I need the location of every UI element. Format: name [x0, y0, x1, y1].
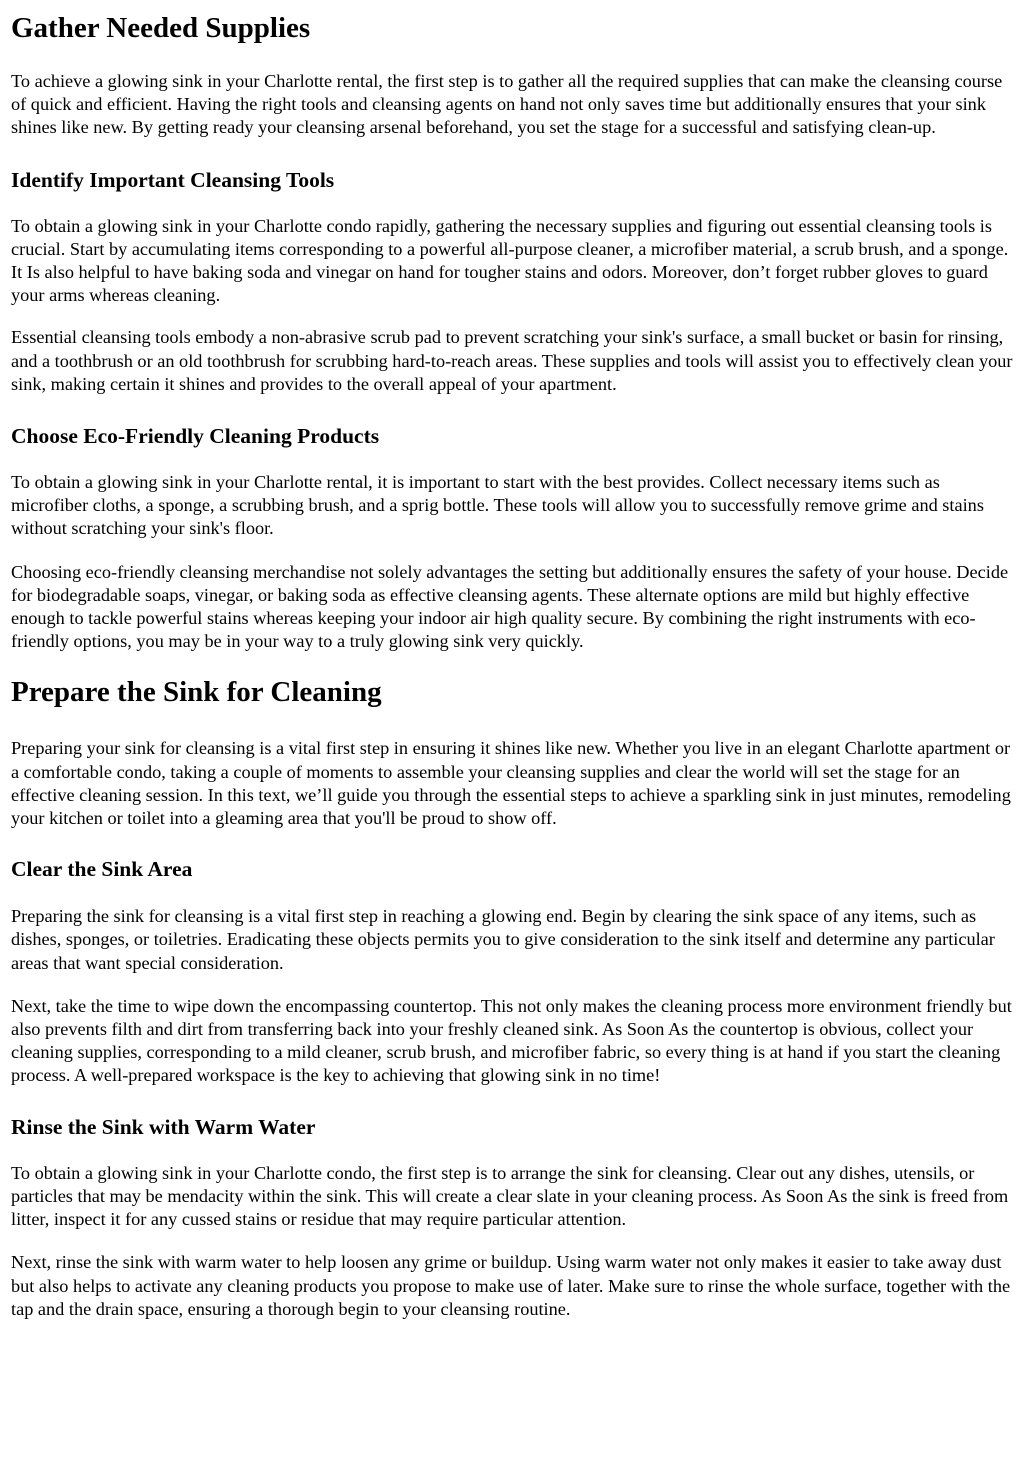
- paragraph-eco-friendly-2: Choosing eco-friendly cleansing merchandise not solely advantages the setting but additionally ensures the safety of your house. Decide for biodegradable soaps, vinegar, or baking soda as effective cleansing agents. These alternate options are mild but highly effective enough to tackle powerful stains whereas keeping your indoor air high quality secure. By combining the right instruments with eco-friendly options, you may be in your way to a truly glowing sink very quickly.: [11, 561, 1009, 652]
- subsection-heading-clear-sink-area: Clear the Sink Area: [11, 857, 193, 882]
- paragraph-clear-sink-1: Preparing the sink for cleansing is a vital first step in reaching a glowing end. Begin by clearing the sink space of any items, such as dishes, sponges, or toiletries. Eradicating these objects permits you to give consideration to the sink itself and determine any particular areas that want special consideration.: [11, 906, 995, 973]
- article: [11, 11, 1014, 1321]
- subsection-heading-identify-tools: Identify Important Cleansing Tools: [11, 167, 335, 192]
- section-heading-prepare-sink: Prepare the Sink for Cleaning: [11, 676, 382, 709]
- subsection-heading-eco-friendly: Choose Eco-Friendly Cleaning Products: [11, 424, 380, 449]
- paragraph-prepare-intro: Preparing your sink for cleansing is a vital first step in ensuring it shines like new. Whether you live in an elegant Charlotte apartment or a comfortable condo, taking a couple of moments to assemble your cleansing supplies and clear the world will set the stage for an effective cleaning session. In this text, we’ll guide you through the essential steps to achieve a sparkling sink in just minutes, remodeling your kitchen or toilet into a gleaming area that you'll be proud to show off.: [11, 738, 1011, 829]
- paragraph-gather-intro: To achieve a glowing sink in your Charlotte rental, the first step is to gather all the required supplies that can make the cleansing course of quick and efficient. Having the right tools and cleansing agents on hand not only saves time but additionally ensures that your sink shines like new. By getting ready your cleansing arsenal beforehand, you set the stage for a successful and satisfying clean-up.: [11, 71, 1003, 138]
- section-heading-gather-supplies: Gather Needed Supplies: [11, 12, 311, 44]
- paragraph-identify-tools-2: Essential cleansing tools embody a non-abrasive scrub pad to prevent scratching your sink's surface, a small bucket or basin for rinsing, and a toothbrush or an old toothbrush for scrubbing hard-to-reach areas. These supplies and tools will assist you to effectively clean your sink, making certain it shines and provides to the overall appeal of your apartment.: [11, 327, 1013, 394]
- paragraph-eco-friendly-1: To obtain a glowing sink in your Charlotte rental, it is important to start with the best provides. Collect necessary items such as microfiber cloths, a sponge, a scrubbing brush, and a sprig bottle. These tools will allow you to successfully remove grime and stains without scratching your sink's floor.: [11, 472, 984, 539]
- paragraph-rinse-sink-1: To obtain a glowing sink in your Charlotte condo, the first step is to arrange the sink for cleansing. Clear out any dishes, utensils, or particles that may be mendacity within the sink. This will create a clear slate in your cleaning process. As Soon As the sink is freed from litter, inspect it for any cussed stains or residue that may require particular attention.: [11, 1162, 1009, 1230]
- paragraph-identify-tools-1: To obtain a glowing sink in your Charlotte condo rapidly, gathering the necessary supplies and figuring out essential cleansing tools is crucial. Start by accumulating items corresponding to a powerful all-purpose cleaner, a microfiber material, a scrub brush, and a sponge. It Is also helpful to have baking soda and vinegar on hand for tougher stains and odors. Moreover, don’t forget rubber gloves to guard your arms whereas cleaning.: [11, 215, 1009, 306]
- subsection-heading-rinse-sink: Rinse the Sink with Warm Water: [11, 1114, 316, 1139]
- paragraph-rinse-sink-2: Next, rinse the sink with warm water to help loosen any grime or buildup. Using warm water not only makes it easier to take away dust but also helps to activate any cleaning products you propose to make use of later. Make sure to rinse the whole surface, together with the tap and the drain space, ensuring a thorough begin to your cleansing routine.: [11, 1252, 1011, 1319]
- paragraph-clear-sink-2: Next, take the time to wipe down the encompassing countertop. This not only makes the cleaning process more environment friendly but also prevents filth and dirt from transferring back into your freshly cleaned sink. As Soon As the countertop is obvious, collect your cleaning supplies, corresponding to a mild cleaner, scrub brush, and microfiber fabric, so every thing is at hand if you start the cleaning process. A well-prepared workspace is the key to achieving that glowing sink in no time!: [11, 995, 1012, 1086]
